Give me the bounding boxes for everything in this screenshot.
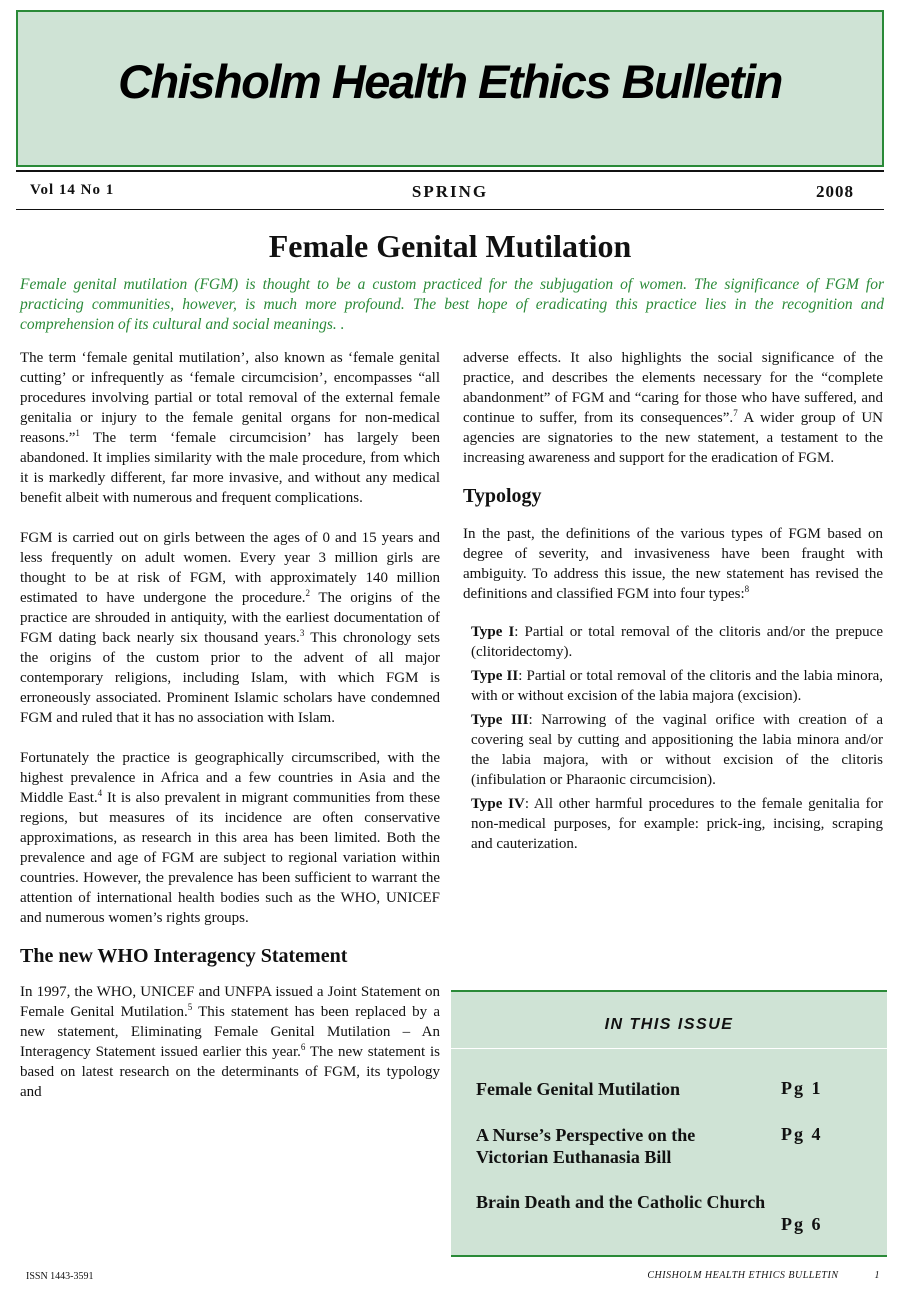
type-item: Type I: Partial or total removal of the clitoris and/or the prepuce (clitoridectomy). [471, 624, 883, 660]
left-column [20, 348, 440, 1102]
masthead [16, 10, 884, 167]
footer-page-number: 1 [874, 1270, 880, 1281]
toc-item-title[interactable]: Brain Death and the Catholic Church [476, 1192, 766, 1212]
issue-line [16, 170, 884, 210]
toc-item-page: Pg 1 [781, 1078, 823, 1098]
article-title: Female Genital Mutilation [268, 228, 632, 264]
type-item: Type II: Partial or total removal of the clitoris and the labia minora, with or without excision of the labia majora (excision). [471, 668, 883, 704]
divider [451, 1048, 887, 1049]
in-this-issue-box [451, 990, 887, 1257]
footer-bulletin-name: CHISHOLM HEALTH ETHICS BULLETIN [647, 1270, 839, 1281]
section-heading-typology: Typology [463, 485, 542, 507]
section-heading-who: The new WHO Interagency Statement [20, 945, 348, 967]
type-item: Type IV: All other harmful procedures to the female genitalia for non-medical purposes, for example: prick-ing, incising, scraping and cauterization. [471, 796, 884, 852]
type-item: Type III: Narrowing of the vaginal orifice with creation of a covering seal by cutting and appositioning the labia minora and/or the labia majora, with or without excision of the clitoris (infibulation or Pharaonic circumcision). [471, 712, 883, 788]
in-this-issue-heading: IN THIS ISSUE [604, 1016, 734, 1033]
paragraph: The term ‘female genital mutilation’, also known as ‘female genital cutting’ or infrequently as ‘female circumcision’, encompasses “all procedures involving partial or total removal of the external female genitalia or injury to the female genital organs for non-medical reasons.”$^1$ The term ‘female circumcision’ has largely been abandoned. It implies similarity with the male procedure, from which it is markedly different, far more invasive, and without any medical benefit albeit with numerous and frequent complications. [20, 350, 440, 506]
right-column [463, 348, 883, 858]
toc-item-page: Pg 4 [781, 1124, 823, 1144]
masthead-title: Chisholm Health Ethics Bulletin [118, 55, 782, 108]
toc-item-title[interactable]: A Nurse’s Perspective on the Victorian Euthanasia Bill [476, 1125, 696, 1167]
issue-year: 2008 [816, 182, 854, 201]
paragraph: adverse effects. It also highlights the social significance of the practice, and describes the elements necessary for the “complete abandonment” of FGM and “caring for those who have suffered, and continue to suffer, from its consequences”.$^7$ A wider group of UN agencies are signatories to the new statement, a testament to the increasing awareness and support for the eradication of FGM. [463, 350, 883, 466]
paragraph: In 1997, the WHO, UNICEF and UNFPA issued a Joint Statement on Female Genital Mutilation.$^5$ This statement has been replaced by a new statement, Eliminating Female Genital Mutilation – An Interagency Statement issued earlier this year.$^6$ The new statement is based on latest research on the determinants of FGM, its typology and [20, 984, 440, 1100]
issue-season: SPRING [411, 182, 489, 201]
toc-item-title[interactable]: Female Genital Mutilation [476, 1079, 680, 1099]
paragraph: In the past, the definitions of the various types of FGM based on degree of severity, and invasiveness have been fraught with ambiguity. To address this issue, the new statement has revised the definitions and classified FGM into four types:$^8$ [463, 526, 883, 602]
paragraph: FGM is carried out on girls between the ages of 0 and 15 years and less frequently on adult women. Every year 3 million girls are thought to be at risk of FGM, with approximately 140 million estimated to have undergone the procedure.$^2$ The origins of the practice are shrouded in antiquity, with the earliest documentation of FGM dating back nearly six thousand years.$^3$ This chronology sets the origins of the custom prior to the advent of all major contemporary religions, including Islam, with which FGM is erroneously associated. Prominent Islamic scholars have condemned FGM and ruled that it has no association with Islam. [20, 530, 440, 726]
article-lede: Female genital mutilation (FGM) is thought to be a custom practiced for the subjugation of women. The significance of FGM for practicing communities, however, is much more profound. The best hope of eradicating this practice lies in the recognition and comprehension of its cultural and social meanings. . [20, 276, 884, 333]
footer-issn: ISSN 1443-3591 [26, 1271, 94, 1282]
toc-item-page: Pg 6 [781, 1214, 823, 1234]
type-list [463, 622, 883, 854]
issue-volume: Vol 14 No 1 [30, 182, 115, 198]
footer-bulletin [647, 1270, 880, 1281]
paragraph: Fortunately the practice is geographically circumscribed, with the highest prevalence in Africa and a few countries in Asia and the Middle East.$^4$ It is also prevalent in migrant communities from these regions, but measures of its incidence are often conservative approximations, as research in this area has been limited. Both the prevalence and age of FGM are subject to regional variation within countries. However, the prevalence has been sufficient to warrant the attention of international health bodies such as the WHO, UNICEF and numerous women’s rights groups. [20, 750, 440, 926]
